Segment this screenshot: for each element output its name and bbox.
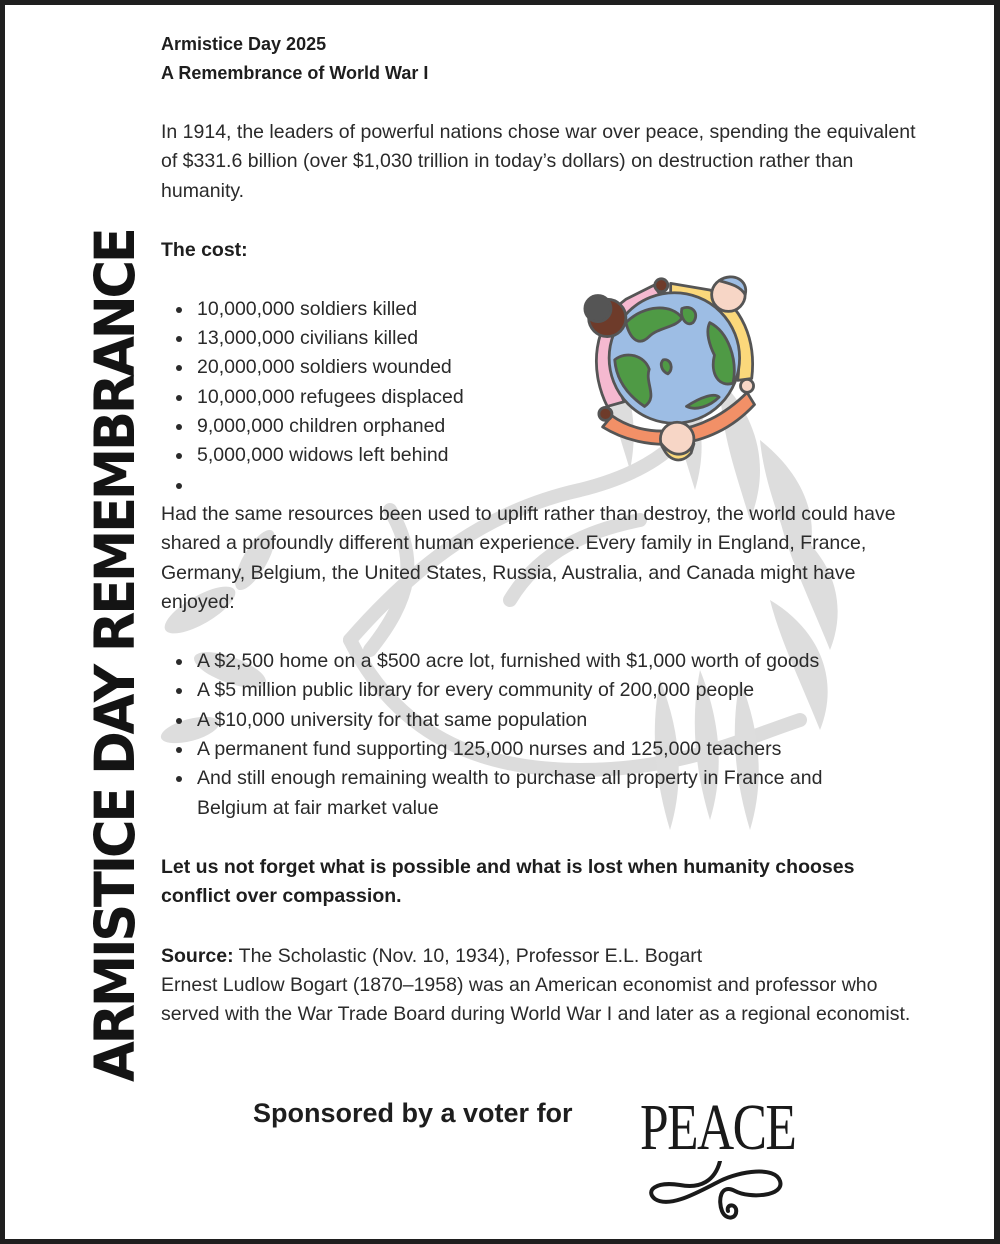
sponsor-line: Sponsored by a voter for <box>253 1098 573 1128</box>
list-item-empty <box>161 471 921 500</box>
vertical-title <box>83 132 148 1082</box>
resources-paragraph: Had the same resources been used to uplift rather than destroy, the world could have shared a profoundly different human experience. Every family in England, France, Germany, Belgium, the United States, Russia, Australia, and Canada might have enjoyed: <box>161 502 896 613</box>
closing-statement: Let us not forget what is possible and what is lost when humanity chooses conflict over compassion. <box>161 855 855 908</box>
peace-logo-text: PEACE <box>640 1091 796 1164</box>
list-item: And still enough remaining wealth to purchase all property in France and Belgium at fair market value <box>161 764 921 823</box>
cost-list <box>161 295 921 500</box>
source-line <box>161 942 921 971</box>
list-item: A $10,000 university for that same population <box>161 706 921 735</box>
cost-heading: The cost: <box>161 238 248 261</box>
source-label: Source: <box>161 944 234 967</box>
bio-paragraph: Ernest Ludlow Bogart (1870–1958) was an American economist and professor who served with the War Trade Board during World War I and later as a regional economist. <box>161 973 911 1026</box>
vertical-title-text: ARMISTICE DAY REMEMBRANCE <box>83 230 147 1082</box>
list-item: 20,000,000 soldiers wounded <box>161 353 921 382</box>
list-item: 10,000,000 refugees displaced <box>161 383 921 412</box>
list-item: A $2,500 home on a $500 acre lot, furnished with $1,000 worth of goods <box>161 647 921 676</box>
list-item: 5,000,000 widows left behind <box>161 441 921 470</box>
flourish-icon <box>640 1161 800 1227</box>
list-item: A permanent fund supporting 125,000 nurses and 125,000 teachers <box>161 735 921 764</box>
intro-paragraph: In 1914, the leaders of powerful nations chose war over peace, spending the equivalent of $331.6 billion (over $1,030 trillion in today’s dollars) on destruction rather than humanity. <box>161 121 916 202</box>
source-text: The Scholastic (Nov. 10, 1934), Professor E.L. Bogart <box>233 944 703 967</box>
title-line-1: Armistice Day 2025 <box>161 34 327 54</box>
list-item: 9,000,000 children orphaned <box>161 412 921 441</box>
peace-logo <box>640 1093 800 1228</box>
list-item: 13,000,000 civilians killed <box>161 324 921 353</box>
resources-list <box>161 647 921 823</box>
list-item: A $5 million public library for every community of 200,000 people <box>161 676 921 705</box>
title-line-2: A Remembrance of World War I <box>161 63 429 83</box>
list-item: 10,000,000 soldiers killed <box>161 295 921 324</box>
document-body <box>161 30 921 1029</box>
